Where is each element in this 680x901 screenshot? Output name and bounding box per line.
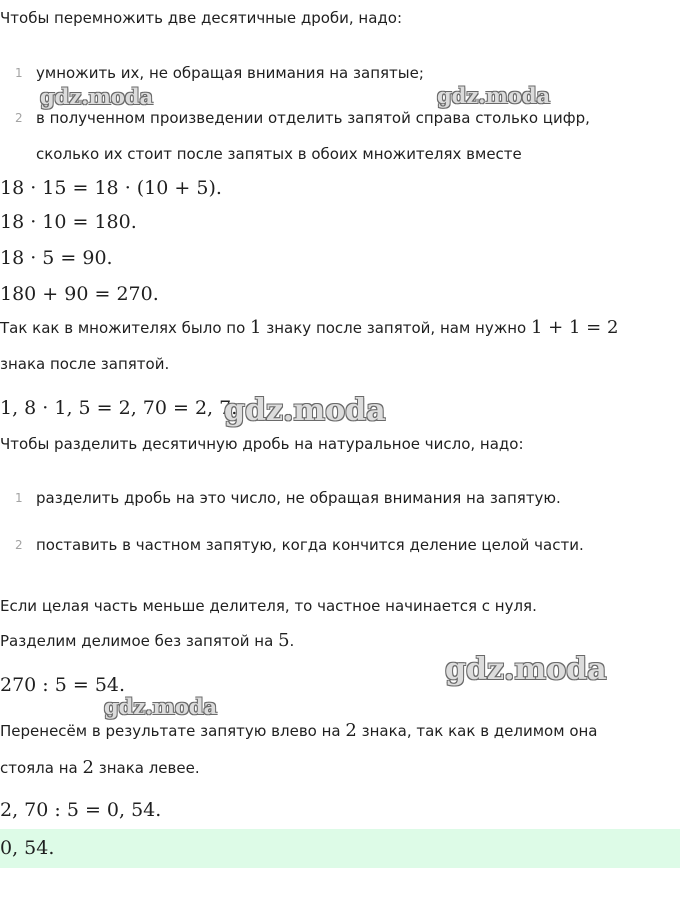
math-inline: 2 [345,720,357,741]
intro-multiplication: Чтобы перемножить две десятичные дроби, надо: [0,9,403,27]
note-text: знака, так как в делимом она [356,722,598,740]
watermark-logo: gdz.moda [224,393,386,428]
note-text: Разделим делимое без запятой на [0,632,279,650]
list-item-continuation: сколько их стоит после запятых в обоих множителях вместе [36,145,522,163]
math-inline: 2 [82,757,94,778]
list-number: 2 [15,538,23,552]
math-inline: 1 [250,317,262,338]
list-item: разделить дробь на это число, не обращая внимания на запятую. [36,489,561,507]
intro-division: Чтобы разделить десятичную дробь на натуральное число, надо: [0,435,524,453]
note-text: знаку после запятой, нам нужно [261,319,531,337]
answer-box [0,829,680,868]
result-multiplication: 1, 8 · 1, 5 = 2, 70 = 2, 7. [0,397,238,419]
divide-note [0,631,294,651]
note-signs-line2: знака после запятой. [0,355,170,373]
math-line: 18 · 10 = 180. [0,211,137,233]
note-text: стояла на [0,759,83,777]
note-text: . [289,632,295,650]
list-number: 1 [15,66,23,80]
shift-note-line2 [0,758,200,778]
note-text: Так как в множителях было по [0,319,251,337]
answer-value: 0, 54. [0,837,55,859]
list-item: поставить в частном запятую, когда кончится деление целой части. [36,536,584,554]
watermark-logo: gdz.moda [104,694,218,719]
division-line: 270 : 5 = 54. [0,674,126,696]
note-signs-line1 [0,318,618,338]
math-line: 18 · 5 = 90. [0,247,113,269]
note-zero: Если целая часть меньше делителя, то частное начинается с нуля. [0,597,537,615]
watermark-logo: gdz.moda [40,84,154,109]
watermark-logo: gdz.moda [445,652,607,687]
math-line: 18 · 15 = 18 · (10 + 5). [0,177,222,199]
math-inline: 5 [278,630,290,651]
list-number: 1 [15,491,23,505]
math-inline: 1 + 1 = 2 [531,317,619,338]
note-text: знака левее. [93,759,200,777]
shift-note-line1 [0,721,598,741]
list-number: 2 [15,111,23,125]
list-item: умножить их, не обращая внимания на запятые; [36,64,424,82]
final-calculation: 2, 70 : 5 = 0, 54. [0,799,162,821]
note-text: Перенесём в результате запятую влево на [0,722,346,740]
list-item: в полученном произведении отделить запятой справа столько цифр, [36,109,590,127]
math-line: 180 + 90 = 270. [0,283,159,305]
watermark-logo: gdz.moda [437,83,551,108]
